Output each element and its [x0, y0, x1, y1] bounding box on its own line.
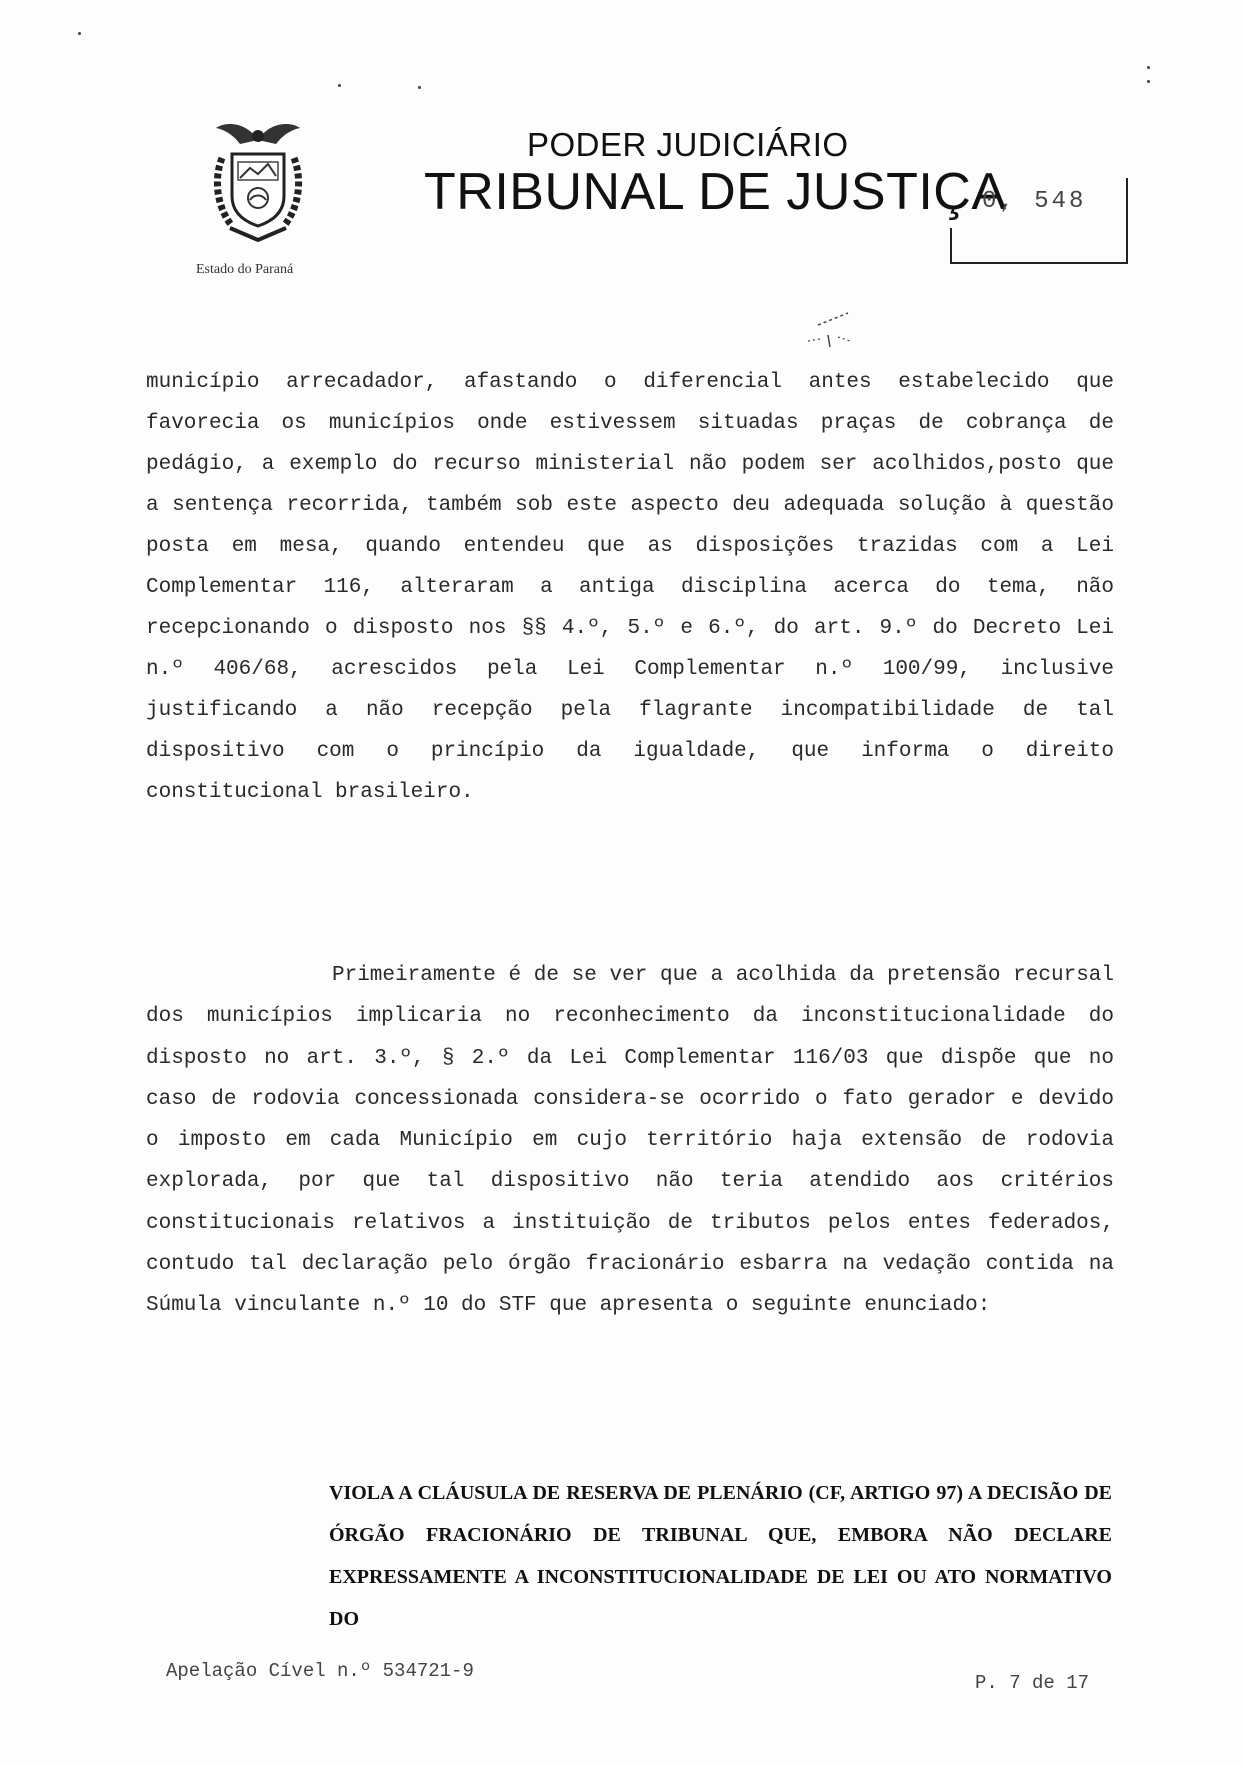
scan-speck	[338, 84, 341, 87]
sumula-quote: VIOLA A CLÁUSULA DE RESERVA DE PLENÁRIO (CF, ARTIGO 97) A DECISÃO DE ÓRGÃO FRACIONÁRIO DE TRIBUNAL QUE, EMBORA NÃO DECLARE EXPRESSAMENTE A INCONSTITUCIONALIDADE DE LEI OU ATO NORMATIVO DO	[329, 1482, 1112, 1630]
stamp-border	[950, 228, 952, 264]
scan-speck	[1147, 66, 1150, 69]
scan-speck	[78, 32, 81, 35]
handwritten-mark-icon	[798, 305, 868, 350]
scan-speck	[1147, 80, 1150, 83]
court-name-title: TRIBUNAL DE JUSTIÇA	[424, 163, 1007, 221]
page-stamp	[950, 178, 1128, 264]
stamp-border	[1126, 178, 1128, 264]
body-paragraph-1: município arrecadador, afastando o diferencial antes estabelecido que favorecia os municípios onde estivessem situadas praças de cobrança de pedágio, a exemplo do recurso ministerial não podem ser acolhidos,posto que a sentença recorrida, também sob este aspecto deu adequada solução à questão posta em mesa, quando entendeu que as disposições trazidas com a Lei Complementar 116, alteraram a antiga disciplina acerca do tema, não recepcionando o disposto nos §§ 4.º, 5.º e 6.º, do art. 9.º do Decreto Lei n.º 406/68, acrescidos pela Lei Complementar n.º 100/99, inclusive justificando a não recepção pela flagrante incompatibilidade de tal dispositivo com o princípio da igualdade, que informa o direito constitucional brasileiro.	[146, 371, 1114, 804]
parana-coat-of-arms-icon	[210, 118, 306, 246]
stamp-border	[950, 262, 1128, 264]
court-branch-title: PODER JUDICIÁRIO	[527, 126, 849, 163]
state-label: Estado do Paraná	[196, 262, 294, 277]
scan-speck	[418, 86, 421, 89]
body-paragraph-2: Primeiramente é de se ver que a acolhida da pretensão recursal dos municípios implicaria no reconhecimento da inconstitucionalidade do disposto no art. 3.º, § 2.º da Lei Complementar 116/03 que dispõe que no caso de rodovia concessionada considera-se ocorrido o fato gerador e devido o imposto em cada Município em cujo território haja extensão de rodovia explorada, por que tal dispositivo não teria atendido aos critérios constitucionais relativos a instituição de tributos pelos entes federados, contudo tal declaração pelo órgão fracionário esbarra na vedação contida na Súmula vinculante n.º 10 do STF que apresenta o seguinte enunciado:	[146, 964, 1114, 1318]
case-reference: Apelação Cível n.º 534721-9	[166, 1660, 474, 1682]
page-stamp-number: 0, 548	[982, 188, 1087, 215]
page-number: P. 7 de 17	[975, 1672, 1090, 1694]
